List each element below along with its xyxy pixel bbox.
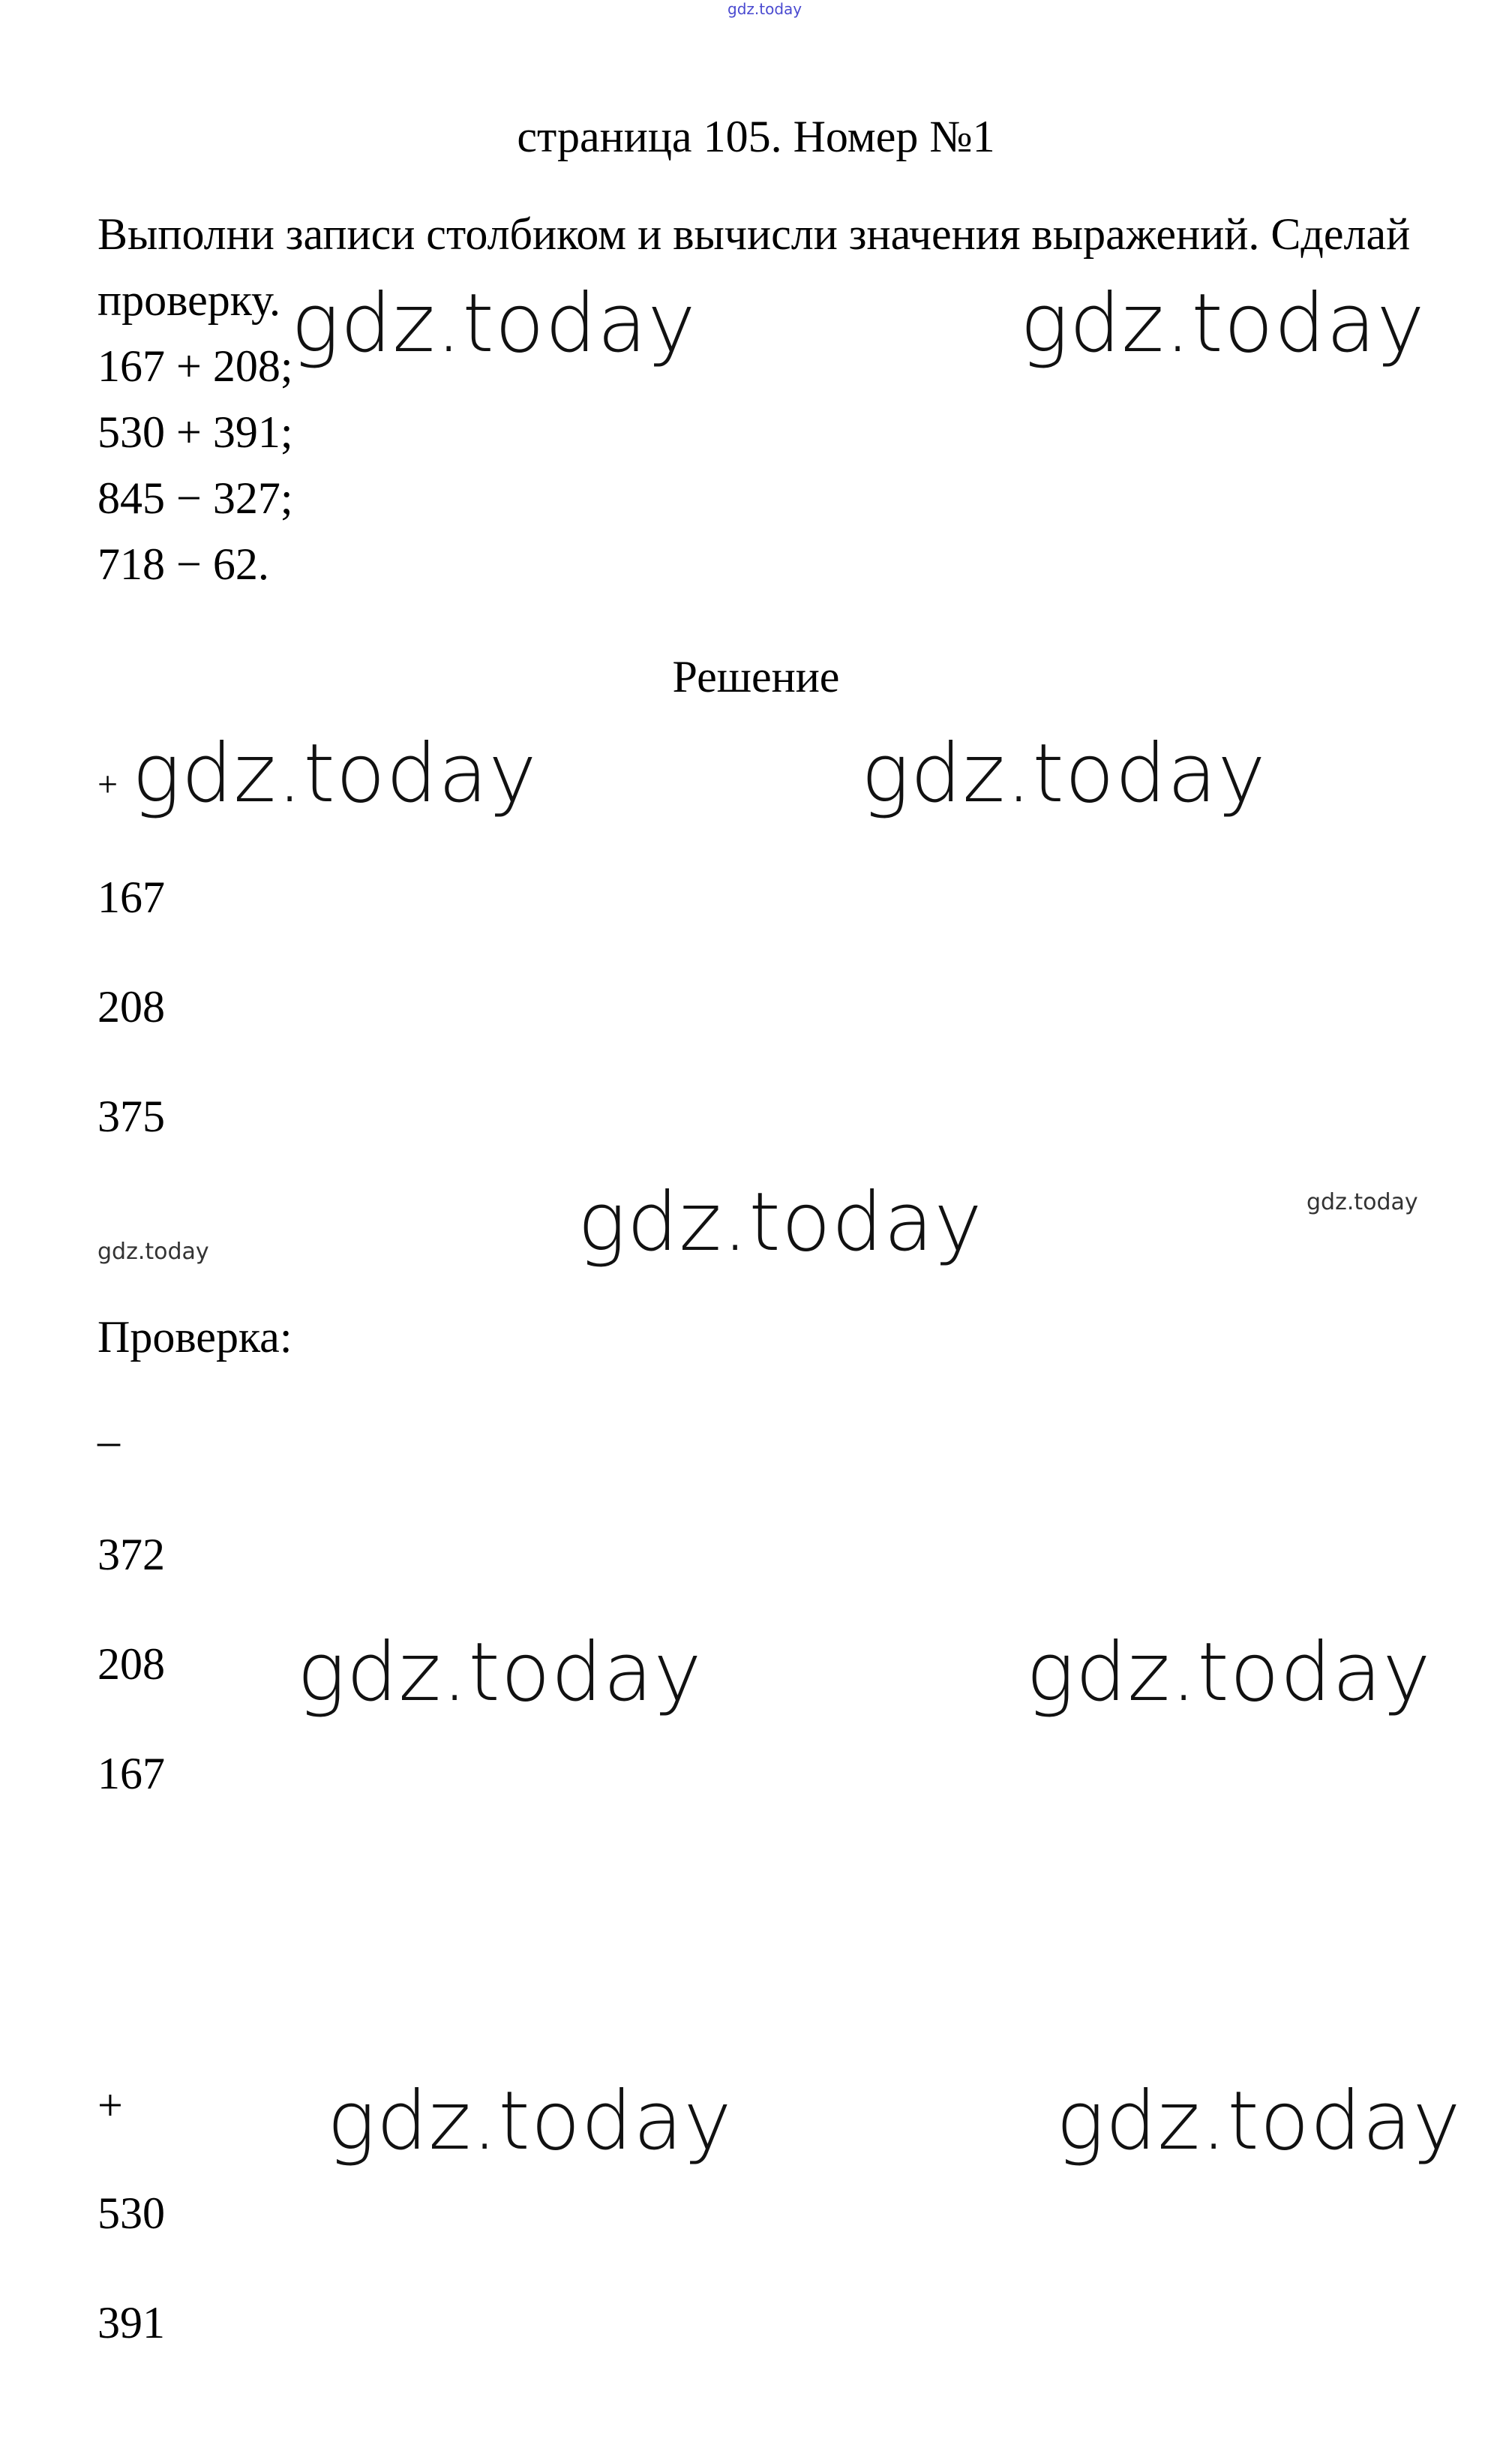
block1-result: 375 [98, 1092, 165, 1141]
block1-sign: + [98, 764, 118, 804]
task-text-line1: Выполни записи столбиком и вычисли значения выражений. Сделай [98, 209, 1411, 259]
check1-operand1: 372 [98, 1530, 165, 1579]
expression-3: 845 − 327; [98, 473, 293, 523]
watermark-9: gdz.today [1056, 2074, 1462, 2168]
page-title: страница 105. Номер №1 [517, 112, 995, 161]
watermark-small-1: gdz.today [98, 1239, 209, 1265]
block2-operand1: 530 [98, 2188, 165, 2238]
watermark-small-2: gdz.today [1306, 1189, 1418, 1215]
task-text-line2: проверку. [98, 275, 281, 325]
block1-operand1: 167 [98, 873, 165, 922]
watermark-7: gdz.today [1026, 1626, 1432, 1720]
check1-operand2: 208 [98, 1639, 165, 1689]
expression-4: 718 − 62. [98, 539, 269, 589]
watermark-2: gdz.today [1020, 277, 1426, 371]
watermark-6: gdz.today [297, 1626, 703, 1720]
expression-1: 167 + 208; [98, 341, 293, 391]
expression-2: 530 + 391; [98, 407, 293, 457]
watermark-5: gdz.today [578, 1176, 983, 1269]
solution-heading: Решение [672, 652, 840, 701]
check1-sign: – [98, 1416, 120, 1465]
block2-sign: + [98, 2080, 123, 2130]
check-label: Проверка: [98, 1312, 292, 1362]
watermark-4: gdz.today [861, 727, 1267, 821]
watermark-8: gdz.today [327, 2074, 733, 2168]
watermark-1: gdz.today [291, 277, 697, 371]
check1-result: 167 [98, 1749, 165, 1798]
block1-operand2: 208 [98, 982, 165, 1032]
watermark-top: gdz.today [728, 0, 802, 18]
watermark-3: gdz.today [132, 727, 538, 821]
block2-operand2: 391 [98, 2298, 165, 2347]
